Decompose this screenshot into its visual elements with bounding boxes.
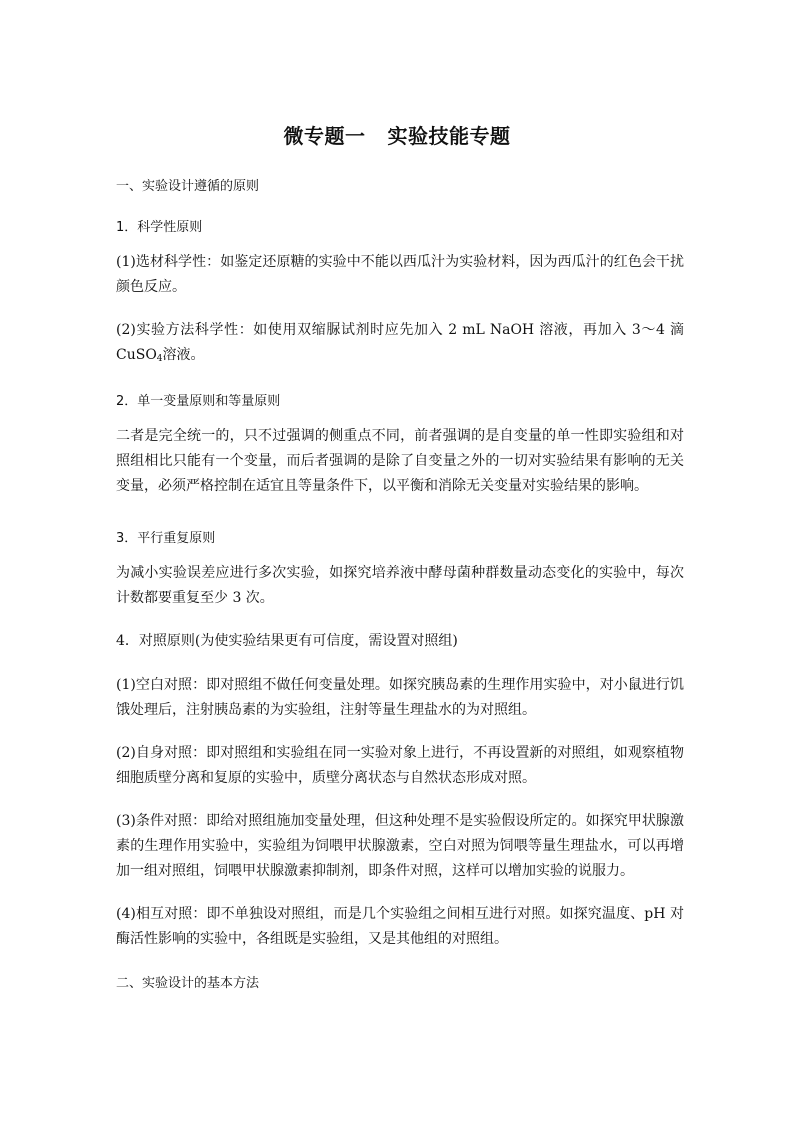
method-text-a: (2)实验方法科学性：如使用双缩脲试剂时应先加入 2 mL NaOH 溶液，再加入 3～4 滴 CuSO: [116, 322, 684, 363]
section-heading-methods: 二、实验设计的基本方法: [116, 976, 260, 991]
title-part-1: 微专题一: [283, 124, 366, 148]
method-text-b: 溶液。: [162, 347, 205, 363]
paragraph-condition-control: (3)条件对照：即给对照组施加变量处理，但这种处理不是实验假设所定的。如探究甲状腺激素的生理作用实验中，实验组为饲喂甲状腺激素，空白对照为饲喂等量生理盐水，可以再增加一组对照组，饲喂甲状腺激素抑制剂，即条件对照，这样可以增加实验的说服力。: [116, 813, 684, 879]
paragraph-blank-control: (1)空白对照：即对照组不做任何变量处理。如探究胰岛素的生理作用实验中，对小鼠进行饥饿处理后，注射胰岛素的为实验组，注射等量生理盐水的为对照组。: [116, 677, 684, 718]
paragraph-material-scientific: (1)选材科学性：如鉴定还原糖的实验中不能以西瓜汁为实验材料，因为西瓜汁的红色会干扰颜色反应。: [116, 254, 684, 295]
title-part-2: 实验技能专题: [387, 124, 511, 148]
paragraph-single-variable: 二者是完全统一的，只不过强调的侧重点不同，前者强调的是自变量的单一性即实验组和对照组相比只能有一个变量，而后者强调的是除了自变量之外的一切对实验结果有影响的无关变量，必须严格控制在适宜且等量条件下，以平衡和消除无关变量对实验结果的影响。: [116, 428, 684, 494]
section-heading-principles: 一、实验设计遵循的原则: [116, 179, 260, 194]
subheading-control: 4．对照原则(为使实验结果更有可信度，需设置对照组): [116, 633, 458, 649]
paragraph-method-scientific: [116, 318, 684, 368]
page-title: [0, 120, 794, 149]
subheading-parallel-repeat: 3．平行重复原则: [116, 531, 216, 546]
subheading-scientific: 1．科学性原则: [116, 220, 203, 235]
subheading-single-variable: 2．单一变量原则和等量原则: [116, 394, 281, 409]
paragraph-self-control: (2)自身对照：即对照组和实验组在同一实验对象上进行，不再设置新的对照组，如观察植物细胞质壁分离和复原的实验中，质壁分离状态与自然状态形成对照。: [116, 745, 684, 786]
cuso4-subscript: 4: [156, 354, 163, 364]
paragraph-mutual-control: (4)相互对照：即不单独设对照组，而是几个实验组之间相互进行对照。如探究温度、pH 对酶活性影响的实验中，各组既是实验组，又是其他组的对照组。: [116, 906, 684, 947]
paragraph-parallel-repeat: 为减小实验误差应进行多次实验，如探究培养液中酵母菌种群数量动态变化的实验中，每次计数都要重复至少 3 次。: [116, 565, 684, 606]
